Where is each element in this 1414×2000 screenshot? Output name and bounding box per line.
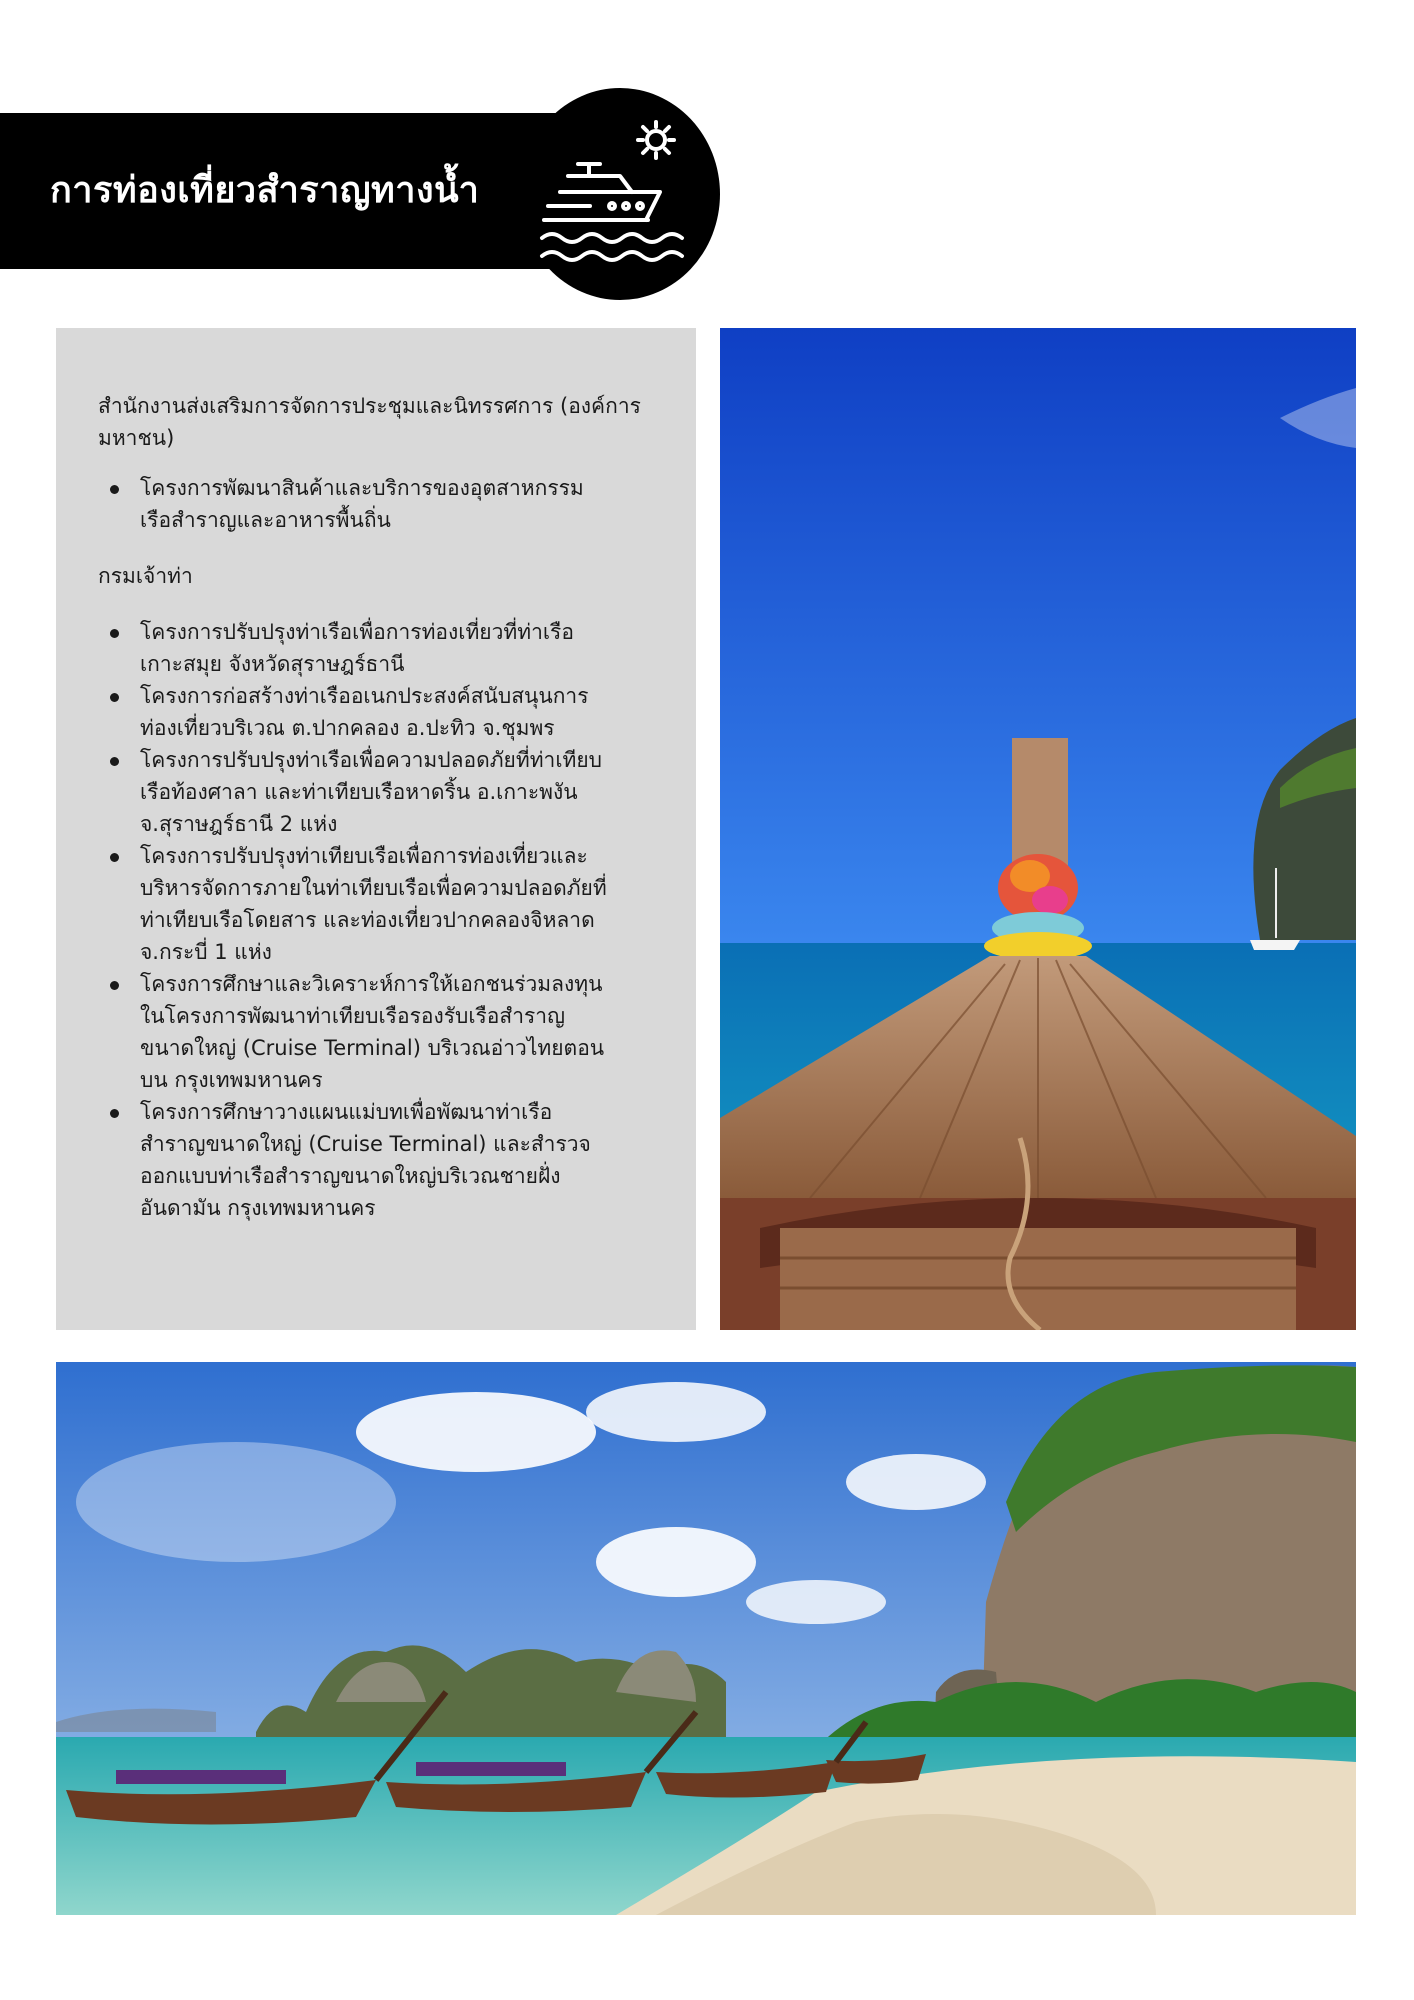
cruise-ship-icon <box>520 88 720 300</box>
page-title: การท่องเที่ยวสำราญทางน้ำ <box>50 170 480 211</box>
list-item: โครงการพัฒนาสินค้าและบริการของอุตสาหกรรมเรือสำราญและอาหารพื้นถิ่น <box>140 472 610 536</box>
list-item: โครงการปรับปรุงท่าเรือเพื่อการท่องเที่ยวที่ท่าเรือเกาะสมุย จังหวัดสุราษฎร์ธานี <box>140 616 610 680</box>
org-heading-tceb: สำนักงานส่งเสริมการจัดการประชุมและนิทรรศการ (องค์การมหาชน) <box>98 394 641 450</box>
project-list-marine-dept <box>98 616 686 1224</box>
longtail-boat-photo <box>720 328 1356 1330</box>
list-item: โครงการปรับปรุงท่าเทียบเรือเพื่อการท่องเที่ยวและบริหารจัดการภายในท่าเทียบเรือเพื่อความปลอดภัยที่ท่าเทียบเรือโดยสาร และท่องเที่ยวปากคลองจิหลาด จ.กระบี่ 1 แห่ง <box>140 840 610 968</box>
org-heading-marine-dept: กรมเจ้าท่า <box>98 564 193 588</box>
project-list-tceb <box>98 472 686 536</box>
list-item: โครงการก่อสร้างท่าเรืออเนกประสงค์สนับสนุนการท่องเที่ยวบริเวณ ต.ปากคลอง อ.ปะทิว จ.ชุมพร <box>140 680 610 744</box>
projects-panel <box>56 328 696 1330</box>
list-item: โครงการศึกษาและวิเคราะห์การให้เอกชนร่วมลงทุนในโครงการพัฒนาท่าเทียบเรือรองรับเรือสำราญขนาดใหญ่ (Cruise Terminal) บริเวณอ่าวไทยตอนบน กรุงเทพมหานคร <box>140 968 610 1096</box>
list-item: โครงการปรับปรุงท่าเรือเพื่อความปลอดภัยที่ท่าเทียบเรือท้องศาลา และท่าเทียบเรือหาดริ้น อ.เกาะพงัน จ.สุราษฎร์ธานี 2 แห่ง <box>140 744 610 840</box>
header-badge <box>520 88 720 300</box>
krabi-beach-photo <box>56 1362 1356 1915</box>
list-item: โครงการศึกษาวางแผนแม่บทเพื่อพัฒนาท่าเรือสำราญขนาดใหญ่ (Cruise Terminal) และสำรวจออกแบบท่าเรือสำราญขนาดใหญ่บริเวณชายฝั่งอันดามัน กรุงเทพมหานคร <box>140 1096 610 1224</box>
